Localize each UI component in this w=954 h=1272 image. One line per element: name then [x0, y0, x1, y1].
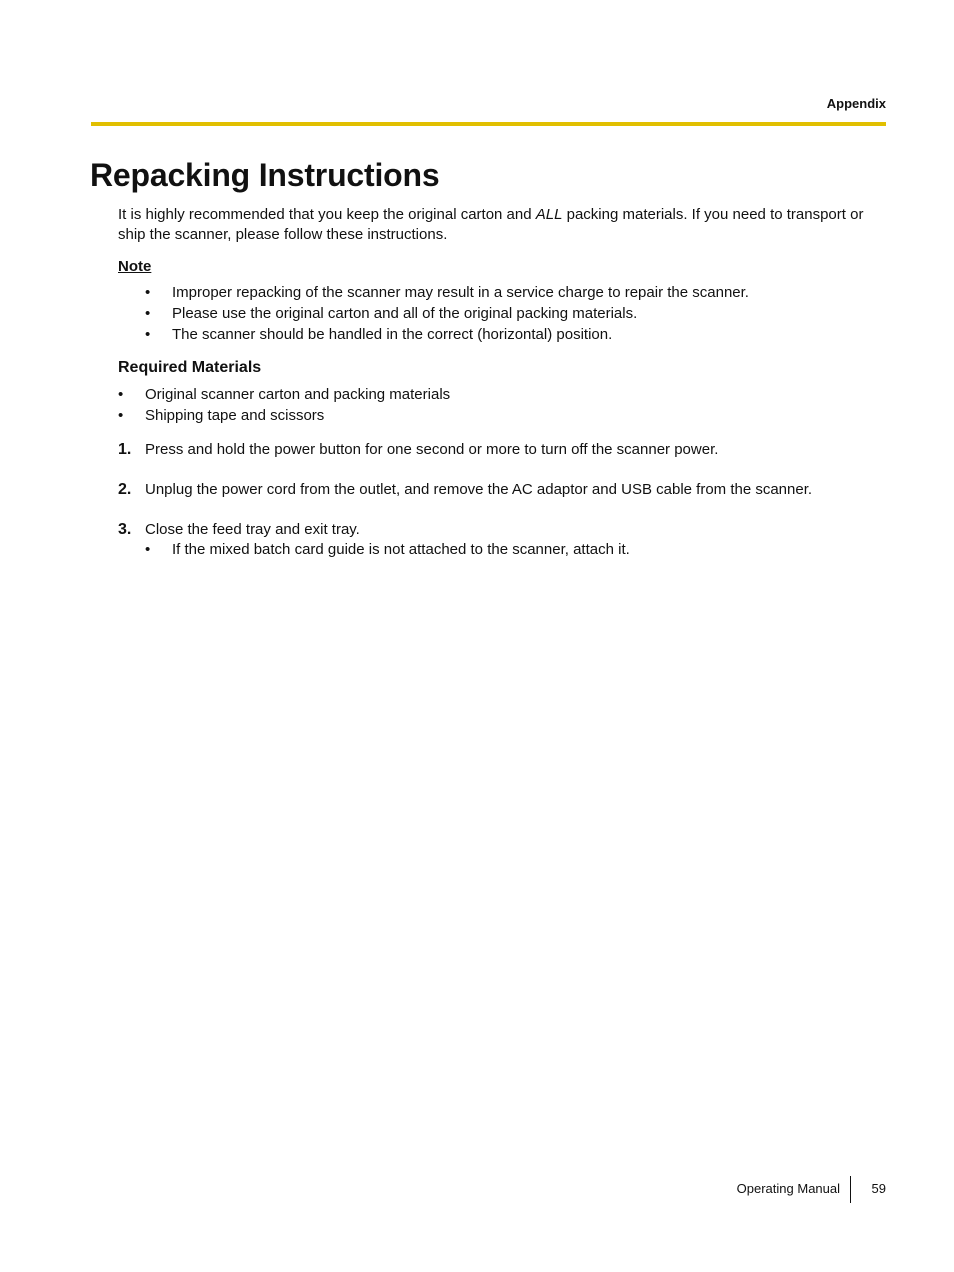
note-item-text: Improper repacking of the scanner may result in a service charge to repair the scanner. — [172, 284, 749, 301]
step-number: 2. — [118, 481, 132, 498]
intro-text-before: It is highly recommended that you keep the original carton and — [118, 206, 536, 223]
page-number: 59 — [871, 1181, 886, 1196]
bullet: • — [145, 541, 151, 558]
step-1 — [0, 439, 954, 460]
required-item-text: Original scanner carton and packing materials — [145, 386, 451, 403]
note-heading: Note — [118, 258, 152, 275]
intro-text-after: packing materials. If you need to transport or ship the scanner, please follow these instructions. — [118, 206, 864, 243]
footer-divider — [850, 1176, 851, 1203]
bullet: • — [118, 386, 124, 403]
step-text: Press and hold the power button for one second or more to turn off the scanner power. — [145, 441, 719, 458]
step-number: 3. — [118, 521, 132, 538]
page-title: Repacking Instructions — [90, 157, 440, 193]
bullet: • — [118, 407, 124, 424]
footer-title: Operating Manual — [736, 1181, 840, 1196]
step-text: Unplug the power cord from the outlet, and remove the AC adaptor and USB cable from the scanner. — [145, 481, 813, 498]
step-number: 1. — [118, 441, 132, 458]
intro-emphasis: ALL — [535, 206, 563, 223]
note-item-text: Please use the original carton and all of the original packing materials. — [172, 305, 638, 322]
bullet: • — [145, 284, 151, 301]
step-text: Close the feed tray and exit tray. — [145, 521, 360, 538]
step-3 — [0, 519, 954, 540]
section-label: Appendix — [826, 96, 886, 111]
required-item-text: Shipping tape and scissors — [145, 407, 325, 424]
sub-item-text: If the mixed batch card guide is not attached to the scanner, attach it. — [172, 541, 630, 558]
step-2 — [0, 479, 954, 500]
note-item-text: The scanner should be handled in the correct (horizontal) position. — [172, 326, 613, 343]
bullet: • — [145, 305, 151, 322]
required-materials-heading: Required Materials — [118, 359, 262, 376]
intro-paragraph — [118, 205, 888, 244]
header-rule — [91, 122, 886, 126]
bullet: • — [145, 326, 151, 343]
